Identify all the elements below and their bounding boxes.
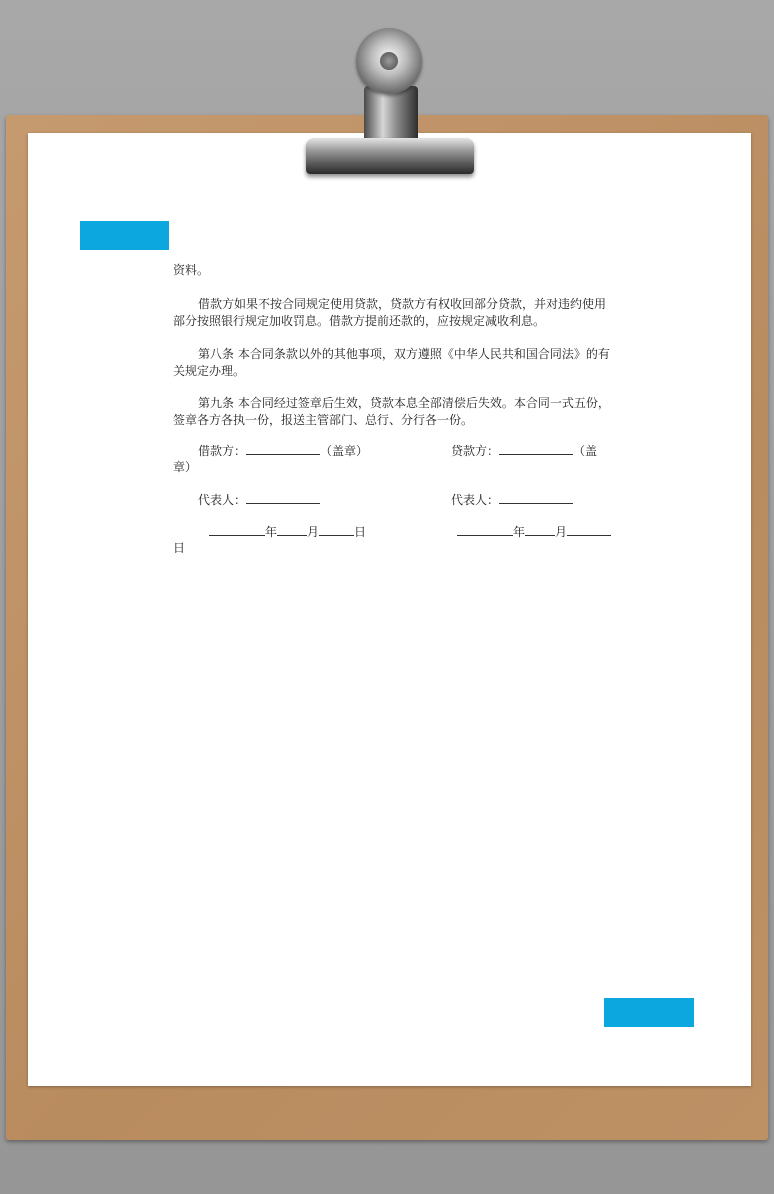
para-2: 第八条 本合同条款以外的其他事项，双方遵照《中华人民共和国合同法》的有关规定办理。 [173,347,610,378]
year-right-blank [457,523,513,536]
year-left-blank [209,523,265,536]
borrower-line [198,442,368,460]
month-left-label: 月 [307,525,320,539]
para-3: 第九条 本合同经过签章后生效，贷款本息全部清偿后失效。本合同一式五份，签章各方各执一份，报送主管部门、总行、分行各一份。 [173,396,610,427]
year-right-label: 年 [513,525,526,539]
day-left-label: 日 [354,525,367,539]
month-right-blank [525,523,555,536]
rep-left-label: 代表人： [198,493,247,507]
borrower-label: 借款方： [198,444,247,458]
blue-tag-bottom [604,998,694,1027]
rep-left [198,491,320,509]
lender-line [451,442,597,460]
year-left-label: 年 [265,525,278,539]
rep-right-label: 代表人： [451,493,500,507]
seal-wrap: 章） [173,460,198,474]
month-right-label: 月 [555,525,568,539]
day-right-blank [567,523,611,536]
clip-neck [364,86,418,142]
lender-blank [499,442,573,455]
day-wrap: 日 [173,541,186,555]
blue-tag-top [80,221,169,250]
day-wrap-row [173,540,613,557]
seal-wrap-row [173,459,613,476]
seal-left: （盖章） [320,444,369,458]
rep-right [451,491,573,509]
clip-base [306,138,474,174]
month-left-blank [277,523,307,536]
borrower-blank [246,442,320,455]
seal-right: （盖 [573,444,598,458]
date-left [209,523,366,541]
clip-hole [380,52,398,70]
rep-left-blank [246,491,320,504]
para-intro: 资料。 [173,263,210,277]
para-1: 借款方如果不按合同规定使用贷款，贷款方有权收回部分贷款，并对违约使用部分按照银行规定加收罚息。借款方提前还款的，应按规定减收利息。 [173,297,607,328]
lender-label: 贷款方： [451,444,500,458]
date-right [457,523,611,541]
rep-right-blank [499,491,573,504]
day-left-blank [319,523,354,536]
